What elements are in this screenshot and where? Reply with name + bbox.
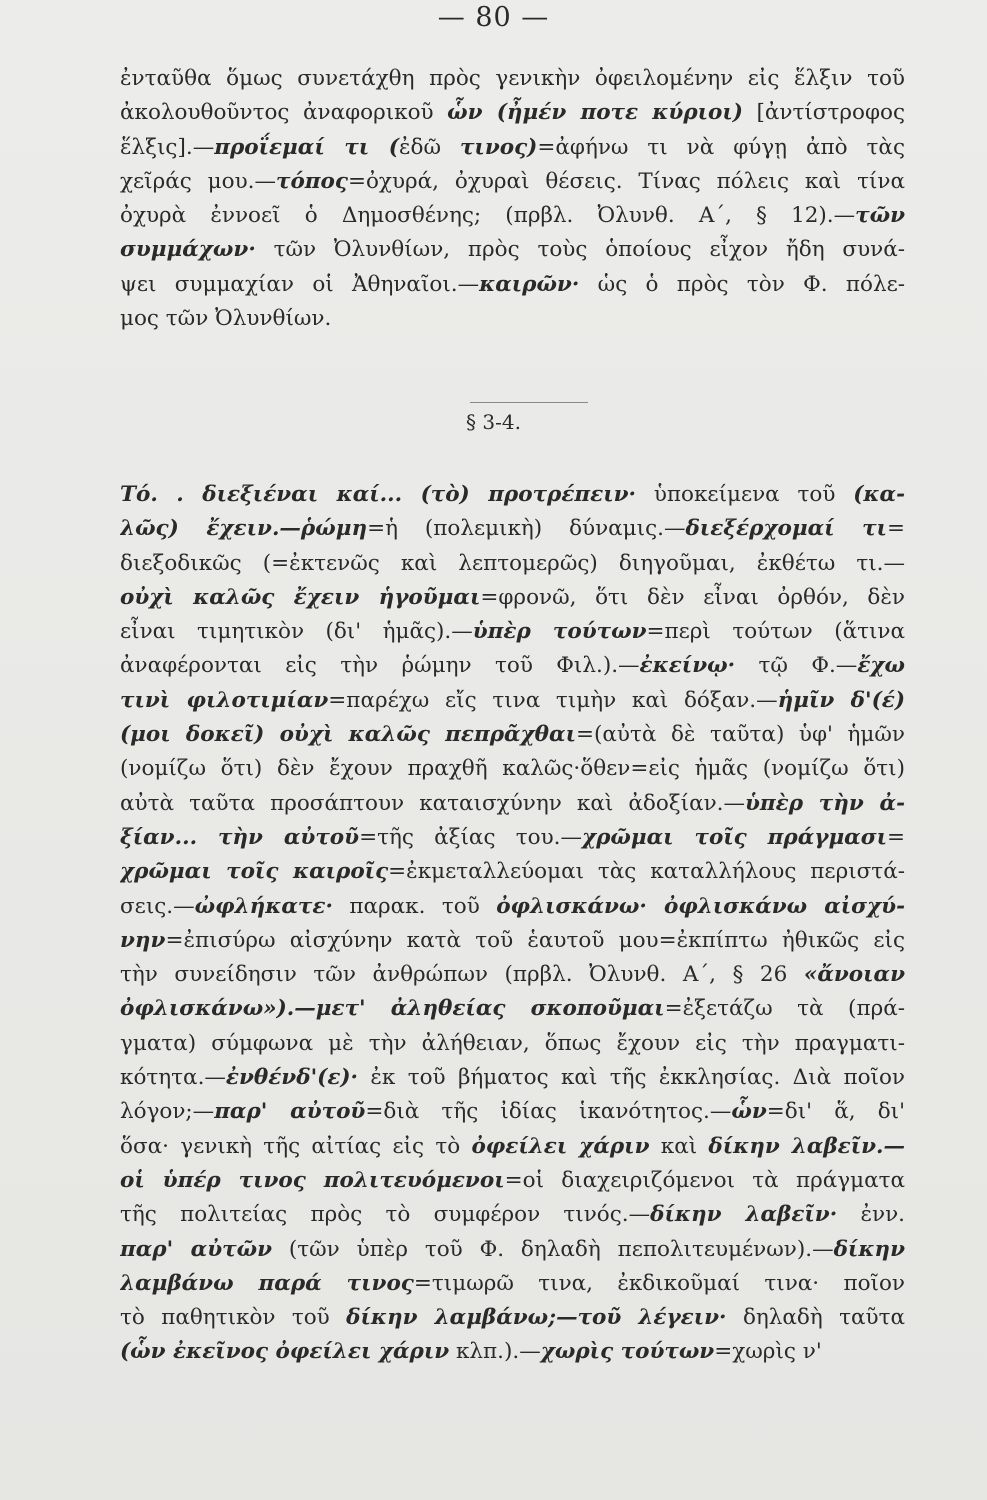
text-line: [120, 478, 905, 512]
gloss-text: καὶ: [649, 1133, 709, 1159]
gloss-text: =δι' ἅ, δι': [766, 1099, 905, 1125]
page-number: — 80 —: [437, 2, 550, 33]
text-line: [120, 1061, 905, 1095]
lemma-term: ἡμῖν δ'(έ): [777, 687, 905, 713]
text-line: [120, 199, 905, 233]
text-line: [120, 718, 905, 752]
lemma-term: ξίαν... τὴν αὐτοῦ: [120, 824, 360, 850]
text-line: [120, 924, 905, 958]
gloss-text: εἶναι τιμητικὸν (δι' ἡμᾶς).—: [120, 619, 473, 645]
text-line: [120, 581, 905, 615]
gloss-text: τῷ Φ.—: [735, 653, 858, 679]
lemma-term: ἔχω: [857, 653, 905, 679]
text-line: [120, 96, 905, 130]
lemma-term: ὑπὲρ τὴν ἀ-: [745, 790, 905, 816]
lemma-term: ἐκείνῳ·: [639, 653, 736, 679]
gloss-text: ἐνταῦθα ὅμως συνετάχθη πρὸς γενικὴν ὀφειλομένην εἰς ἕλξιν τοῦ: [120, 66, 905, 91]
text-line: [120, 1130, 905, 1164]
gloss-text: τῶν Ὀλυνθίων, πρὸς τοὺς ὁποίους εἶχον ἤδη συνά-: [255, 237, 905, 263]
text-line: [120, 958, 905, 992]
text-line: [120, 787, 905, 821]
gloss-text: ὡς ὁ πρὸς τὸν Φ. πόλε-: [579, 271, 905, 297]
text-line: [120, 165, 905, 199]
gloss-text: τὸ παθητικὸν τοῦ: [120, 1305, 347, 1331]
lemma-term: ὀφείλει χάριν: [471, 1133, 650, 1159]
gloss-text: =ὀχυρά, ὀχυραὶ θέσεις. Τίνας πόλεις καὶ τίνα: [347, 168, 905, 194]
gloss-text: σεις.—: [120, 893, 195, 919]
gloss-text: ὅσα· γενικὴ τῆς αἰτίας εἰς τὸ: [120, 1133, 472, 1159]
gloss-text: ἀναφέρονται εἰς τὴν ῥώμην τοῦ Φιλ.).—: [120, 653, 640, 679]
gloss-text: παρακ. τοῦ: [332, 893, 497, 919]
gloss-text: (τῶν ὑπὲρ τοῦ Φ. δηλαδὴ πεπολιτευμένων).—: [272, 1236, 834, 1262]
gloss-text: γματα) σύμφωνα μὲ τὴν ἀλήθειαν, ὅπως ἔχουν εἰς τὴν πραγματι-: [120, 1030, 905, 1056]
gloss-text: [ἀντίστροφος: [742, 100, 905, 126]
lemma-term: ὧν: [731, 1099, 767, 1125]
gloss-text: =(αὐτὰ δὲ ταῦτα) ὑφ' ἡμῶν: [575, 722, 905, 748]
lemma-term: τόπος: [275, 168, 348, 194]
paragraph-3-4-notes: [120, 478, 905, 1370]
lemma-term: χρῶμαι τοῖς καιροῖς: [120, 859, 389, 885]
text-line: [120, 615, 905, 649]
gloss-text: ἐκ τοῦ βήματος καὶ τῆς ἐκκλησίας. Διὰ ποῖον: [358, 1065, 905, 1091]
gloss-text: =: [887, 824, 905, 850]
gloss-text: =φρονῶ, ὅτι δὲν εἶναι ὀρθόν, δὲν: [480, 584, 905, 610]
gloss-text: =τιμωρῶ τινα, ἐκδικοῦμαί τινα· ποῖον: [413, 1270, 905, 1296]
lemma-term: ἐνθένδ'(ε)·: [225, 1065, 359, 1091]
lemma-term: οὐχὶ καλῶς ἔχειν ἡγοῦμαι: [120, 584, 481, 610]
lemma-term: καιρῶν·: [479, 271, 580, 297]
lemma-term: προΐεμαί τι (: [214, 134, 399, 160]
gloss-text: ἕλξις].—: [120, 134, 215, 160]
text-line: [120, 1335, 905, 1369]
text-line: [120, 1267, 905, 1301]
gloss-text: ἀκολουθοῦντος ἀναφορικοῦ: [120, 100, 448, 126]
text-line: [120, 1164, 905, 1198]
lemma-term: νην: [120, 927, 166, 953]
text-line: [120, 855, 905, 889]
gloss-text: =ἐξετάζω τὰ (πρά-: [664, 996, 905, 1022]
gloss-text: =οἱ διαχειριζόμενοι τὰ πράγματα: [504, 1167, 905, 1193]
gloss-text: =: [886, 516, 905, 542]
lemma-term: Τό. . διεξιέναι καί... (τὸ) προτρέπειν·: [120, 482, 637, 507]
gloss-text: =χωρὶς ν': [714, 1339, 822, 1365]
lemma-term: διεξέρχομαί τι: [685, 516, 887, 542]
gloss-text: =ἀφήνω τι νὰ φύγῃ ἀπὸ τὰς: [537, 134, 905, 160]
gloss-text: =ἡ (πολεμικὴ) δύναμις.—: [367, 516, 686, 542]
lemma-term: ὠφλήκατε·: [194, 893, 333, 919]
text-line: [120, 1233, 905, 1267]
gloss-text: =ἐκμεταλλεύομαι τὰς καταλλήλους περιστά-: [388, 859, 905, 885]
lemma-term: λῶς) ἔχειν.—ῥώμη: [120, 516, 368, 542]
lemma-term: δίκην λαβεῖν.—: [708, 1133, 905, 1159]
lemma-term: δίκην: [833, 1236, 905, 1262]
lemma-term: (κα-: [853, 482, 905, 507]
gloss-text: κότητα.—: [120, 1065, 226, 1091]
text-line: [120, 547, 905, 581]
lemma-term: χρῶμαι τοῖς πράγμασι: [581, 824, 887, 850]
gloss-text: (νομίζω ὅτι) δὲν ἔχουν πραχθῆ καλῶς·ὅθεν=εἰς ἡμᾶς (νομίζω ὅτι): [120, 756, 905, 782]
section-heading: § 3-4.: [466, 410, 521, 434]
lemma-term: παρ' αὐτοῦ: [214, 1099, 366, 1125]
gloss-text: χεῖράς μου.—: [120, 168, 276, 194]
text-line: [120, 1198, 905, 1232]
gloss-text: =ἐπισύρω αἰσχύνην κατὰ τοῦ ἑαυτοῦ μου=ἐκπίπτω ἠθικῶς εἰς: [165, 927, 905, 953]
text-line: [120, 821, 905, 855]
gloss-text: λόγον;—: [120, 1099, 215, 1125]
lemma-term: συμμάχων·: [120, 237, 256, 263]
lemma-term: δίκην λαβεῖν·: [650, 1202, 838, 1228]
text-line: [120, 131, 905, 165]
paragraph-3-notes: [120, 62, 905, 336]
lemma-term: παρ' αὐτῶν: [120, 1236, 272, 1262]
lemma-term: ὀφλισκάνω»).—μετ' ἀληθείας σκοποῦμαι: [120, 996, 665, 1022]
lemma-term: δίκην λαμβάνω;—τοῦ λέγειν·: [346, 1305, 727, 1331]
lemma-term: ὑπὲρ τούτων: [472, 619, 647, 645]
gloss-text: μος τῶν Ὀλυνθίων.: [120, 306, 332, 332]
text-line: [120, 752, 905, 786]
gloss-text: κλπ.).—: [449, 1339, 541, 1365]
text-line: [120, 268, 905, 302]
gloss-text: =τῆς ἀξίας του.—: [359, 824, 582, 850]
text-line: [120, 649, 905, 683]
text-line: [120, 890, 905, 924]
lemma-term: τῶν: [855, 203, 905, 229]
lemma-term: τινος): [459, 134, 538, 160]
section-divider: [470, 402, 588, 403]
text-line: [120, 992, 905, 1026]
text-line: [120, 1095, 905, 1129]
lemma-term: οἱ ὑπέρ τινος πολιτευόμενοι: [120, 1167, 505, 1193]
gloss-text: τῆς πολιτείας πρὸς τὸ συμφέρον τινός.—: [120, 1202, 651, 1228]
lemma-term: (ὧν ἐκεῖνος ὀφείλει χάριν: [120, 1339, 450, 1365]
gloss-text: δηλαδὴ ταῦτα: [726, 1305, 905, 1331]
text-line: [120, 512, 905, 546]
gloss-text: ὑποκείμενα τοῦ: [636, 482, 854, 507]
text-line: [120, 1301, 905, 1335]
gloss-text: =παρέχω εἴς τινα τιμὴν καὶ δόξαν.—: [328, 687, 778, 713]
gloss-text: ψει συμμαχίαν οἱ Ἀθηναῖοι.—: [120, 271, 480, 297]
text-line: [120, 1027, 905, 1061]
lemma-term: «ἄνοιαν: [803, 962, 905, 988]
lemma-term: τινὶ φιλοτιμίαν: [120, 687, 329, 713]
lemma-term: λαμβάνω παρά τινος: [120, 1270, 414, 1296]
gloss-text: διεξοδικῶς (=ἐκτενῶς καὶ λεπτομερῶς) διηγοῦμαι, ἐκθέτω τι.—: [120, 550, 905, 576]
lemma-term: χωρὶς τούτων: [540, 1339, 715, 1365]
gloss-text: =περὶ τούτων (ἅτινα: [646, 619, 905, 645]
gloss-text: ἐδῶ: [398, 134, 460, 160]
text-line: [120, 233, 905, 267]
gloss-text: ὀχυρὰ ἐννοεῖ ὁ Δημοσθένης; (πρβλ. Ὀλυνθ. Α΄, § 12).—: [120, 203, 856, 229]
gloss-text: αὐτὰ ταῦτα προσάπτουν καταισχύνην καὶ ἀδοξίαν.—: [120, 790, 745, 816]
gloss-text: τὴν συνείδησιν τῶν ἀνθρώπων (πρβλ. Ὀλυνθ. Α΄, § 26: [120, 962, 804, 988]
text-line: [120, 684, 905, 718]
gloss-text: =διὰ τῆς ἰδίας ἱκανότητος.—: [365, 1099, 732, 1125]
text-line: [120, 302, 905, 336]
lemma-term: ὀφλισκάνω· ὀφλισκάνω αἰσχύ-: [496, 893, 905, 919]
lemma-term: ὧν (ἦμέν ποτε κύριοι): [447, 100, 743, 126]
text-line: [120, 62, 905, 96]
gloss-text: ἐνν.: [837, 1202, 905, 1228]
lemma-term: (μοι δοκεῖ) οὐχὶ καλῶς πεπρᾶχθαι: [120, 722, 576, 748]
